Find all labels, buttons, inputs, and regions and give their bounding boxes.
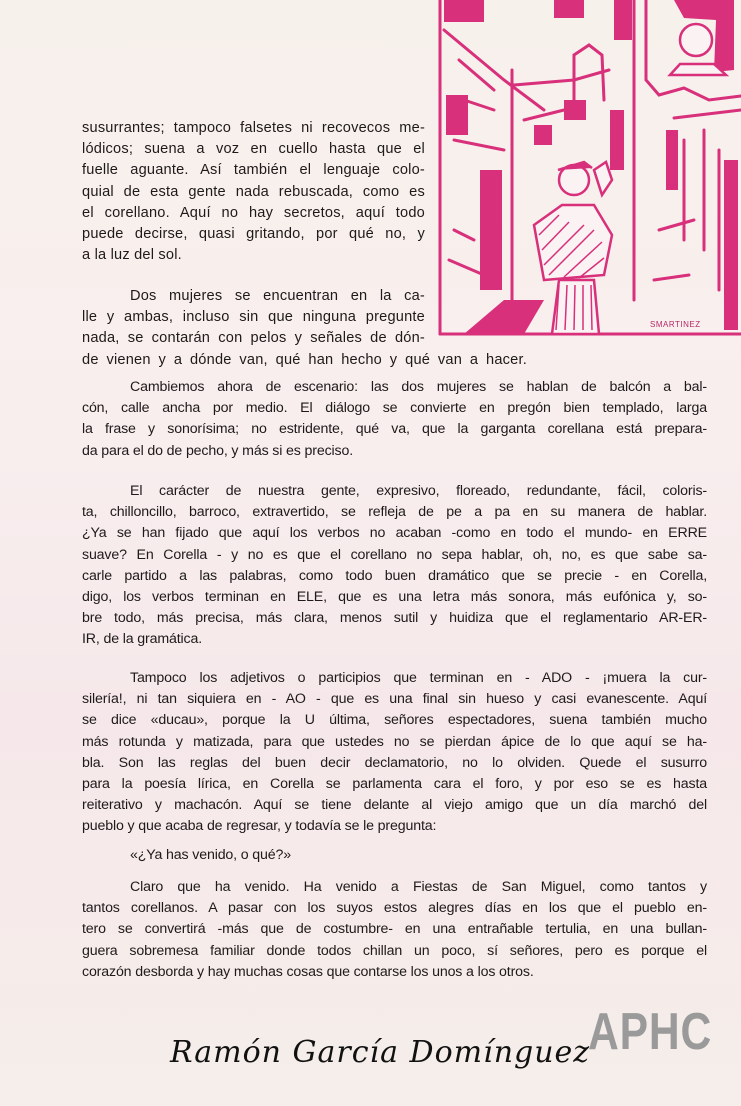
quote-line [82, 845, 707, 866]
text-line: digo, los verbos terminan en ELE, que es una letra más sonora, más eufónica y, so- [82, 588, 707, 605]
paragraph-3 [82, 377, 707, 462]
paragraph-1 [82, 118, 425, 266]
text-line: más rotunda y matizada, para que ustedes no se pierdan ápice de lo que aquí se ha- [82, 733, 707, 750]
text-line: puede decirse, quasi gritando, por qué no, y [82, 225, 425, 242]
paragraph-4 [82, 481, 707, 651]
text-line: da para el do de pecho, y más si es preciso. [82, 442, 353, 459]
text-line: suave? En Corella - y no es que el corellano no sepa hablar, oh, no, es que sabe sa- [82, 546, 707, 563]
paragraph-7 [82, 877, 707, 983]
text-line: Claro que ha venido. Ha venido a Fiestas de San Miguel, como tantos y [130, 879, 707, 895]
text-line: lle y ambas, incluso sin que ninguna pregunte [82, 309, 425, 326]
text-line: para la poesía lírica, en Corella se parlamenta cara el foro, y por eso se es hasta [82, 775, 707, 792]
text-line: reiterativo y machacón. Aquí se tiene delante al viejo amigo que un día marchó del [82, 797, 707, 814]
text-line: Tampoco los adjetivos o participios que terminan en - ADO - ¡muera la cur- [130, 670, 707, 686]
text-line: «¿Ya has venido, o qué?» [130, 847, 291, 863]
text-line: fuelle aguante. Así también el lenguaje colo- [82, 162, 425, 179]
text-line: El carácter de nuestra gente, expresivo, floreado, redundante, fácil, coloris- [130, 483, 707, 499]
text-line: silería!, ni tan siquiera en - AO - que es una final sin hueso y casi evanescente. Aquí [82, 691, 707, 708]
text-line: tero se convertirá -más que de costumbre- en una entrañable tertulia, en una bullan- [82, 921, 707, 938]
text-line: a la luz del sol. [82, 247, 182, 264]
text-line: carle partido a las palabras, como todo buen dramático que se precie - en Corella, [82, 567, 707, 584]
text-line: ¿Ya se han fijado que aquí los verbos no acaban -como en todo el mundo- en ERRE [82, 525, 707, 542]
text-line: quial de esta gente nada rebuscada, como es [82, 183, 425, 200]
text-line: ta, chilloncillo, barroco, extravertido, se refleja de pe a pa en su manera de hablar. [82, 504, 707, 521]
paragraph-5 [82, 668, 707, 838]
text-line: la frase y sonorísima; no estridente, qué va, que la garganta corellana está prepara- [82, 421, 707, 438]
illustration-drawing [434, 0, 741, 336]
street-illustration [434, 0, 741, 336]
text-line: nada, se contarán con pelos y señales de dón- [82, 330, 425, 347]
text-line: susurrantes; tampoco falsetes ni recovecos me- [82, 120, 425, 136]
text-line: cón, calle ancha por medio. El diálogo se convierte en pregón bien templado, larga [82, 400, 707, 417]
text-line: Cambiemos ahora de escenario: las dos mujeres se hablan de balcón a bal- [130, 379, 707, 395]
text-line: el corellano. Aquí no hay secretos, aquí todo [82, 204, 425, 221]
text-line: guera sobremesa familiar donde todos chillan un poco, sí señores, pero es porque el [82, 942, 707, 959]
text-line: bla. Son las reglas del buen decir declamatorio, no lo olviden. Quede el susurro [82, 754, 707, 771]
artist-signature: SMARTINEZ [650, 320, 701, 329]
text-line: lódicos; suena a voz en cuello hasta que el [82, 141, 425, 158]
text-line: de vienen y a dónde van, qué han hecho y qué van a hacer. [82, 351, 527, 368]
text-line: Dos mujeres se encuentran en la ca- [130, 288, 425, 304]
text-line: IR, de la gramática. [82, 631, 203, 648]
paragraph-2 [82, 286, 527, 371]
text-line: pueblo y que acaba de regresar, y todavía se le pregunta: [82, 818, 437, 835]
author-signature: Ramón García Domínguez [170, 1035, 591, 1070]
aphc-watermark: APHC [588, 1003, 713, 1061]
text-line: bre todo, más precisa, más clara, menos sutil y huidiza que el reglamentario AR-ER- [82, 610, 707, 627]
text-line: tantos corellanos. A pasar con los suyos estos alegres días en los que el pueblo en- [82, 900, 707, 917]
text-line: se dice «ducau», porque la U última, señores espectadores, suena también mucho [82, 712, 707, 729]
text-line: corazón desborda y hay muchas cosas que contarse los unos a los otros. [82, 963, 534, 980]
